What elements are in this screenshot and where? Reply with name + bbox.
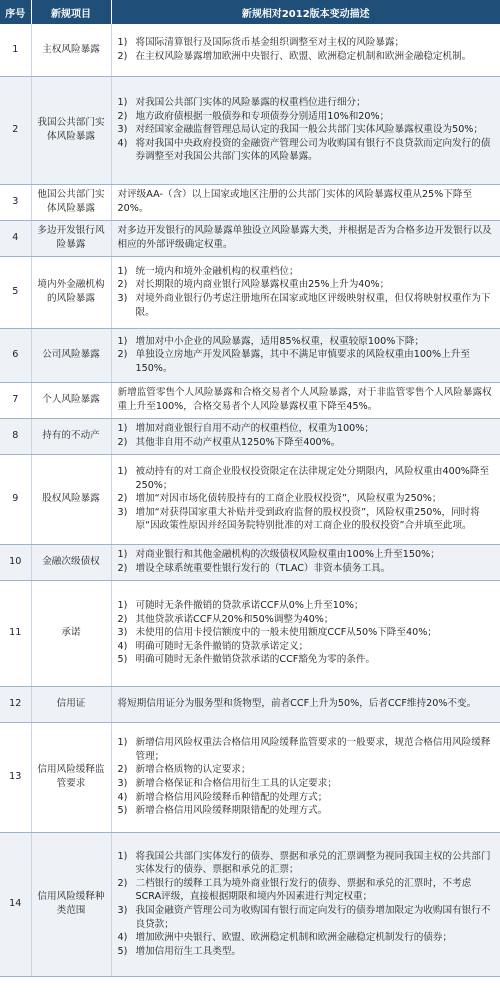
description-item — [118, 123, 496, 137]
item-text: 我国金融资产管理公司为收购国有银行而定向发行的债券增加限定为收购国有银行不良贷款； — [135, 905, 491, 930]
item-text: 将对我国中央政府投资的金融资产管理公司为收购国有银行不良贷款而定向发行的债券调整至对我国公共部门实体的风险暴露。 — [135, 137, 491, 163]
item-text: 增加对商业银行自用不动产的权重档位，权重为100%； — [135, 423, 374, 435]
description-item — [118, 278, 496, 292]
item-number: 5) — [117, 805, 128, 817]
description-item — [118, 777, 496, 791]
row-number: 14 — [0, 832, 31, 976]
description-text: 将短期信用证分为服务型和货物型，前者CCF上升为50%，后者CCF维持20%不变。 — [117, 698, 477, 710]
item-number: 1) — [117, 599, 128, 611]
item-text: 新增信用风险权重法合格信用风险缓释监管要求的一般要求，规范合格信用风险缓释管理； — [135, 737, 491, 762]
item-text: 对境外商业银行仍考虑注册地所在国家或地区评级映射权重，但仅将映射权重作为下限。 — [135, 293, 491, 318]
item-number: 3) — [117, 506, 128, 518]
description-item — [118, 436, 496, 450]
description-item — [118, 335, 496, 349]
row-number: 7 — [0, 382, 31, 418]
row-item-name: 我国公共部门实体风险暴露 — [31, 76, 111, 184]
table-row — [0, 722, 500, 832]
item-number: 1) — [117, 850, 128, 862]
item-number: 2) — [117, 279, 128, 291]
item-number: 2) — [117, 110, 128, 122]
row-number: 6 — [0, 328, 31, 382]
description-item — [118, 626, 496, 640]
item-text: 对我国公共部门实体的风险暴露的权重档位进行细分； — [135, 96, 366, 108]
description-item — [118, 348, 496, 375]
description-item — [118, 599, 496, 613]
item-text: 将国际清算银行及国际货币基金组织调整至对主权的风险暴露； — [135, 37, 405, 49]
description-item — [118, 804, 496, 818]
row-description — [111, 544, 500, 580]
item-number: 1) — [117, 96, 128, 108]
row-description — [111, 76, 500, 184]
row-number: 4 — [0, 220, 31, 256]
item-number: 2) — [117, 764, 128, 776]
description-item — [118, 850, 496, 877]
description-item — [118, 506, 496, 533]
row-item-name: 持有的不动产 — [31, 418, 111, 454]
description-item — [118, 613, 496, 627]
item-number: 2) — [117, 613, 128, 625]
row-description — [111, 220, 500, 256]
header-no: 序号 — [0, 0, 31, 24]
item-number: 4) — [117, 137, 128, 149]
row-number: 10 — [0, 544, 31, 580]
description-item — [118, 791, 496, 805]
header-item: 新规项目 — [31, 0, 111, 24]
item-text: 明确可随时无条件撤销贷款承诺的CCF豁免为零的条件。 — [135, 654, 376, 666]
description-text: 对多边开发银行的风险暴露单独设立风险暴露大类，并根据是否为合格多边开发银行以及相应的外部评级确定权重。 — [117, 225, 492, 250]
row-item-name: 信用证 — [31, 686, 111, 722]
row-item-name: 承诺 — [31, 580, 111, 686]
item-text: 二档银行的缓释工具为境外商业银行发行的债券、票据和承兑的汇票时，不考虑SCRA评级，直接根据期限和境内外因素进行判定权重； — [135, 877, 472, 903]
item-text: 增加对中小企业的风险暴露，适用85%权重，权重较原100%下降； — [135, 335, 425, 347]
item-number: 1) — [117, 37, 128, 49]
item-text: 新增合格质物的认定要求； — [135, 764, 251, 776]
item-text: 增设全球系统重要性银行发行的（TLAC）非资本债务工具。 — [135, 563, 391, 574]
item-number: 4) — [117, 932, 128, 944]
description-item — [118, 265, 496, 279]
table-body — [0, 24, 500, 976]
table-row — [0, 220, 500, 256]
item-number: 2) — [117, 563, 128, 574]
item-number: 2) — [117, 493, 128, 505]
row-description — [111, 184, 500, 220]
row-item-name: 境内外金融机构的风险暴露 — [31, 256, 111, 328]
item-text: 统一境内和境外金融机构的权重档位； — [135, 265, 299, 277]
row-item-name: 信用风险缓释监管要求 — [31, 722, 111, 832]
item-text: 将我国公共部门实体发行的债券、票据和承兑的汇票调整为视同我国主权的公共部门实体发行的债券、票据和承兑的汇票； — [135, 850, 491, 876]
description-item — [118, 640, 496, 654]
row-description — [111, 382, 500, 418]
item-number: 2) — [117, 877, 128, 889]
row-number: 3 — [0, 184, 31, 220]
row-description — [111, 722, 500, 832]
description-item — [118, 492, 496, 506]
row-number: 8 — [0, 418, 31, 454]
row-description — [111, 686, 500, 722]
row-number: 12 — [0, 686, 31, 722]
item-number: 1) — [117, 549, 128, 561]
item-number: 1) — [117, 423, 128, 435]
table-row — [0, 580, 500, 686]
row-item-name: 信用风险缓释种类范围 — [31, 832, 111, 976]
description-item — [118, 945, 496, 959]
table-row — [0, 832, 500, 976]
row-item-name: 个人风险暴露 — [31, 382, 111, 418]
row-item-name: 公司风险暴露 — [31, 328, 111, 382]
row-description — [111, 24, 500, 76]
item-number: 3) — [117, 627, 128, 639]
item-text: 新增合格信用风险缓释期限错配的处理方式。 — [135, 805, 328, 817]
table-row — [0, 686, 500, 722]
header-row — [0, 0, 500, 24]
row-number: 5 — [0, 256, 31, 328]
row-number: 13 — [0, 722, 31, 832]
table-row — [0, 328, 500, 382]
item-text: 其他非自用不动产权重从1250%下降至400%。 — [135, 437, 341, 448]
table-row — [0, 454, 500, 544]
item-number: 1) — [117, 265, 128, 277]
description-item — [118, 904, 496, 931]
item-number: 4) — [117, 640, 128, 652]
item-text: 新增合格信用风险缓释币种错配的处理方式； — [135, 791, 328, 803]
description-item — [118, 422, 496, 436]
item-number: 5) — [117, 945, 128, 957]
row-description — [111, 418, 500, 454]
item-text: 增加欧洲中央银行、欧盟、欧洲稳定机制和欧洲金融稳定机制发行的债券； — [135, 932, 453, 944]
item-number: 2) — [117, 50, 128, 62]
item-number: 4) — [117, 791, 128, 803]
table-row — [0, 382, 500, 418]
item-text: 地方政府债根据一般债券和专项债券分别适用10%和20%； — [135, 110, 390, 122]
description-item — [118, 548, 496, 562]
item-text: 其他贷款承诺CCF从20%和50%调整为40%； — [135, 613, 334, 625]
row-number: 11 — [0, 580, 31, 686]
row-description — [111, 454, 500, 544]
item-text: 增加信用衍生工具类型。 — [135, 945, 242, 957]
description-item — [118, 292, 496, 319]
table-row — [0, 184, 500, 220]
table-row — [0, 544, 500, 580]
description-item — [118, 877, 496, 904]
row-number: 2 — [0, 76, 31, 184]
item-number: 3) — [117, 905, 128, 916]
item-number: 3) — [117, 293, 128, 304]
item-text: 在主权风险暴露增加欧洲中央银行、欧盟、欧洲稳定机制和欧洲金融稳定机制。 — [135, 50, 472, 62]
table-row — [0, 76, 500, 184]
description-item — [118, 137, 496, 164]
row-number: 1 — [0, 24, 31, 76]
description-item — [118, 562, 496, 576]
item-number: 1) — [117, 737, 128, 749]
description-item — [118, 50, 496, 64]
description-item — [118, 763, 496, 777]
description-item — [118, 931, 496, 945]
description-text: 新增监管零售个人风险暴露和合格交易者个人风险暴露，对于非监管零售个人风险暴露权重上升至100%，合格交易者个人风险暴露权重下降至45%。 — [117, 387, 492, 412]
row-description — [111, 580, 500, 686]
description-item — [118, 653, 496, 667]
description-item — [118, 465, 496, 492]
description-item — [118, 36, 496, 50]
header-desc: 新规相对2012版本变动描述 — [111, 0, 500, 24]
row-item-name: 他国公共部门实体风险暴露 — [31, 184, 111, 220]
item-number: 1) — [117, 335, 128, 347]
item-text: 增加“对因市场化债转股持有的工商企业股权投资”，风险权重为250%； — [135, 493, 442, 505]
row-item-name: 金融次级债权 — [31, 544, 111, 580]
row-description — [111, 328, 500, 382]
item-text: 被动持有的对工商企业股权投资限定在法律规定处分期限内，风险权重由400%降至250%； — [135, 465, 490, 491]
item-text: 新增合格保证和合格信用衍生工具的认定要求； — [135, 778, 337, 789]
description-item — [118, 736, 496, 763]
table-row — [0, 256, 500, 328]
item-text: 明确可随时无条件撤销的贷款承诺定义； — [135, 640, 309, 652]
item-text: 对长期限的境内商业银行风险暴露权重由25%上升为40%； — [135, 279, 390, 291]
item-number: 5) — [117, 654, 128, 666]
row-item-name: 股权风险暴露 — [31, 454, 111, 544]
row-item-name: 多边开发银行风险暴露 — [31, 220, 111, 256]
item-number: 1) — [117, 465, 128, 477]
item-text: 对商业银行和其他金融机构的次级债权风险权重由100%上升至150%； — [135, 549, 440, 561]
row-number: 9 — [0, 454, 31, 544]
row-item-name: 主权风险暴露 — [31, 24, 111, 76]
row-description — [111, 256, 500, 328]
description-item — [118, 110, 496, 124]
table-row — [0, 418, 500, 454]
item-number: 3) — [117, 778, 128, 789]
item-number: 3) — [117, 124, 128, 136]
description-text: 对评级AA-（含）以上国家或地区注册的公共部门实体的风险暴露权重从25%下降至20%。 — [117, 189, 473, 214]
item-number: 2) — [117, 349, 128, 361]
table-row — [0, 24, 500, 76]
item-text: 对经国家金融监督管理总局认定的我国一般公共部门实体风险暴露权重设为50%； — [135, 124, 484, 136]
item-text: 未使用的信用卡授信额度中的一般未使用额度CCF从50%下降至40%； — [135, 627, 437, 639]
item-text: 可随时无条件撤销的贷款承诺CCF从0%上升至10%； — [135, 599, 364, 611]
row-description — [111, 832, 500, 976]
item-number: 2) — [117, 437, 128, 448]
description-item — [118, 96, 496, 110]
item-text: 增加“对获得国家重大补贴并受到政府监督的股权投资”，风险权重250%，同时将原“因政策性原因并经国务院特别批准的对工商企业的股权投资”合并填至此项。 — [135, 506, 480, 532]
item-text: 单独设立房地产开发风险暴露，其中不满足审慎要求的风险权重由100%上升至150%。 — [135, 349, 470, 374]
